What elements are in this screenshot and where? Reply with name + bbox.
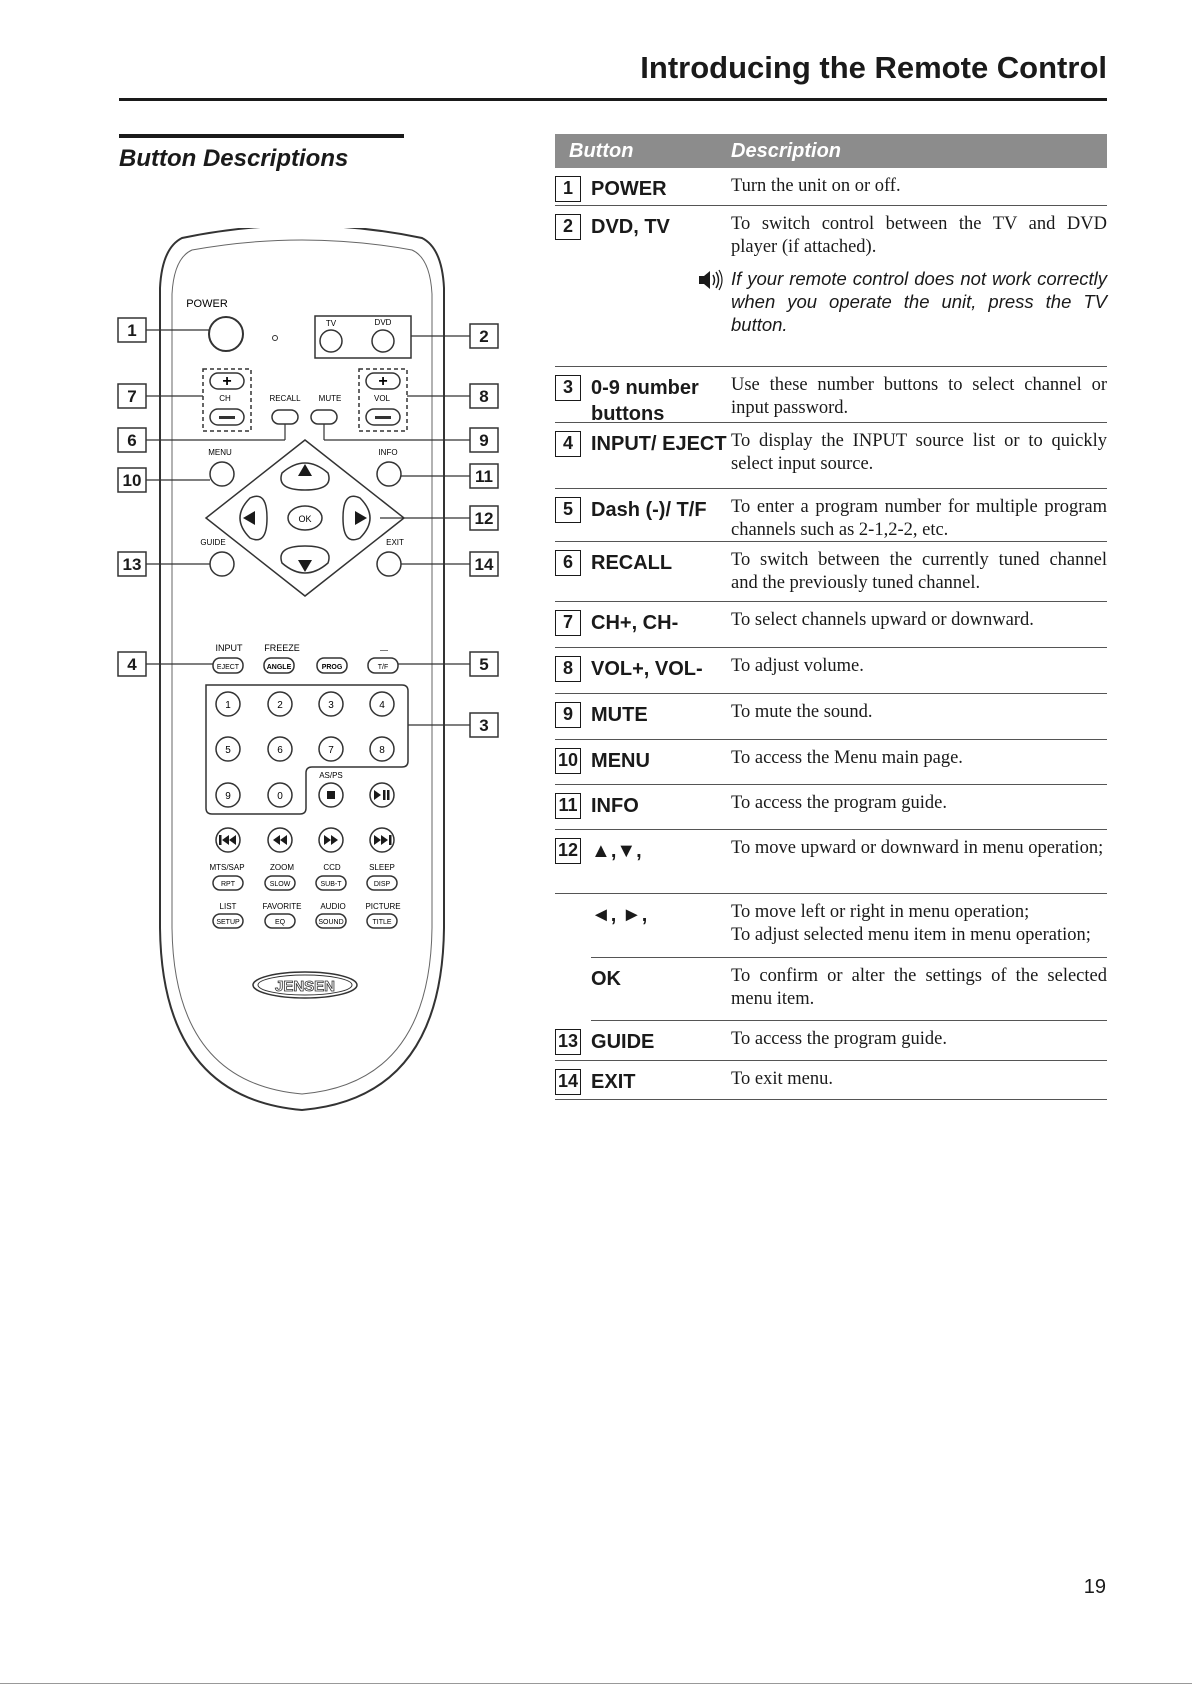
table-row	[555, 206, 1107, 366]
page-number: 19	[1083, 1576, 1106, 1598]
remote-label-audio: AUDIO	[320, 902, 346, 911]
remote-label-ccd: CCD	[323, 863, 341, 872]
remote-label-favorite: FAVORITE	[262, 902, 302, 911]
row-description: To access the program guide.	[731, 793, 948, 813]
row-description: Turn the unit on or off.	[731, 176, 901, 196]
row-button: VOL+, VOL-	[591, 658, 703, 680]
row-description: To move left or right in menu operation;	[731, 902, 1030, 922]
remote-digit-7: 7	[328, 745, 334, 756]
row-button: POWER	[591, 178, 667, 200]
row-button: ▲,▼,	[591, 840, 642, 862]
callout-1: 1	[127, 321, 137, 340]
row-description: To access the Menu main page.	[731, 748, 963, 768]
remote-digit-2: 2	[277, 700, 283, 711]
remote-label-subt: SUB-T	[320, 881, 342, 888]
row-number: 5	[555, 497, 581, 523]
row-number: 2	[555, 214, 581, 240]
row-number: 3	[555, 375, 581, 401]
row-number: 6	[555, 550, 581, 576]
remote-digit-4: 4	[379, 700, 385, 711]
table-row	[591, 894, 1107, 958]
row-description: To switch between the currently tuned channel and the previously tuned channel.	[731, 550, 1107, 593]
remote-label-rpt: RPT	[221, 881, 235, 888]
row-button: CH+, CH-	[591, 612, 679, 634]
callout-5: 5	[479, 655, 489, 674]
callout-3: 3	[479, 716, 489, 735]
row-button: OK	[591, 968, 621, 990]
section-title: Button Descriptions	[119, 145, 349, 172]
remote-label-ok: OK	[298, 514, 312, 524]
svg-text:+: +	[222, 373, 232, 390]
row-button: RECALL	[591, 552, 673, 574]
row-description: To mute the sound.	[731, 702, 873, 722]
remote-label-zoom: ZOOM	[270, 863, 294, 872]
row-number: 1	[555, 176, 581, 202]
remote-label-setup: SETUP	[216, 919, 240, 926]
remote-label-exit: EXIT	[386, 538, 404, 547]
remote-label-eq: EQ	[274, 919, 286, 926]
row-button: ◄, ►,	[591, 904, 648, 926]
table-row	[555, 740, 1107, 785]
remote-control-illustration	[112, 228, 512, 1133]
table-row	[555, 1061, 1107, 1100]
speaker-note-icon	[697, 269, 723, 298]
callout-8: 8	[479, 387, 489, 406]
remote-label-recall: RECALL	[269, 394, 301, 403]
bottom-rule	[0, 1683, 1192, 1684]
svg-text:+: +	[378, 373, 388, 390]
section-rule	[119, 134, 404, 138]
remote-label-slow: SLOW	[269, 881, 291, 888]
row-description: To switch control between the TV and DVD player (if attached).	[731, 214, 1107, 257]
remote-label-input: INPUT	[215, 643, 243, 653]
row-description: To exit menu.	[731, 1069, 833, 1089]
table-row	[555, 785, 1107, 830]
table-row	[555, 1021, 1107, 1061]
table-row	[555, 830, 1107, 894]
header-button: Button	[569, 139, 634, 162]
page-title: Introducing the Remote Control	[640, 50, 1107, 85]
row-button: EXIT	[591, 1071, 636, 1093]
row-button: MUTE	[591, 704, 648, 726]
row-number: 12	[555, 838, 581, 864]
row-number: 11	[555, 793, 581, 819]
remote-label-freeze: FREEZE	[264, 643, 300, 653]
row-description: To display the INPUT source list or to quickly select input source.	[731, 431, 1107, 474]
callout-10: 10	[122, 471, 142, 490]
row-number: 13	[555, 1029, 581, 1055]
remote-label-sleep: SLEEP	[369, 863, 395, 872]
table-row	[555, 602, 1107, 648]
remote-label-eject: EJECT	[216, 664, 240, 671]
remote-label-tf: T/F	[377, 664, 389, 671]
note-text: If your remote control does not work correctly when you operate the unit, press the TV button.	[731, 268, 1107, 335]
remote-digit-9: 9	[225, 791, 231, 802]
remote-label-asps: AS/PS	[319, 771, 343, 780]
remote-digit-5: 5	[225, 745, 231, 756]
row-button: Dash (-)/ T/F	[591, 499, 707, 521]
row-number: 7	[555, 610, 581, 636]
remote-digit-6: 6	[277, 745, 283, 756]
remote-digit-1: 1	[225, 700, 231, 711]
row-button: DVD, TV	[591, 216, 670, 238]
row-description: To confirm or alter the settings of the selected menu item.	[731, 966, 1107, 1009]
remote-label-vol: VOL	[373, 394, 391, 403]
remote-label-tv: TV	[325, 319, 337, 328]
remote-label-title: TITLE	[372, 919, 392, 926]
row-description: To adjust volume.	[731, 656, 864, 676]
row-description: Use these number buttons to select channel or input password.	[731, 375, 1107, 418]
callout-4: 4	[127, 655, 137, 674]
callout-11: 11	[475, 467, 493, 486]
callout-9: 9	[479, 431, 489, 450]
callout-6: 6	[127, 431, 137, 450]
remote-label-menu: MENU	[208, 448, 232, 457]
row-description: To access the program guide.	[731, 1029, 948, 1049]
remote-label-sound: SOUND	[318, 919, 344, 926]
table-row	[555, 366, 1107, 423]
row-number: 8	[555, 656, 581, 682]
table-header	[555, 134, 1107, 168]
row-number: 10	[555, 748, 581, 774]
row-button: INPUT/ EJECT	[591, 433, 727, 455]
remote-label-prog: PROG	[321, 664, 343, 671]
remote-label-mute: MUTE	[318, 394, 342, 403]
remote-label-disp: DISP	[373, 881, 391, 888]
table-row	[555, 168, 1107, 206]
remote-label-angle: ANGLE	[266, 664, 292, 671]
row-button: INFO	[591, 795, 639, 817]
callout-2: 2	[479, 327, 489, 346]
table-row	[555, 542, 1107, 602]
remote-label-ch: CH	[219, 394, 231, 403]
callout-7: 7	[127, 387, 137, 406]
remote-label-picture: PICTURE	[365, 902, 401, 911]
remote-label-dvd: DVD	[374, 318, 392, 327]
row-description: To enter a program number for multiple program channels such as 2-1,2-2, etc.	[731, 497, 1107, 540]
remote-digit-8: 8	[379, 745, 385, 756]
callout-14: 14	[474, 555, 494, 574]
remote-label-power: POWER	[186, 298, 228, 310]
remote-label-list: LIST	[219, 902, 237, 911]
row-button: GUIDE	[591, 1031, 655, 1053]
row-number: 4	[555, 431, 581, 457]
table-row	[555, 694, 1107, 740]
header-description: Description	[731, 139, 842, 162]
callout-12: 12	[474, 509, 494, 528]
note	[731, 267, 1107, 336]
remote-brand-logo: JENSEN	[274, 978, 336, 995]
callout-13: 13	[122, 555, 142, 574]
remote-label-info: INFO	[378, 448, 398, 457]
button-description-table	[555, 134, 1107, 1100]
table-row	[555, 423, 1107, 489]
row-number: 14	[555, 1069, 581, 1095]
row-button: 0-9 number buttons	[591, 377, 699, 425]
table-row	[591, 958, 1107, 1021]
remote-digit-0: 0	[277, 791, 283, 802]
remote-label-mts: MTS/SAP	[209, 863, 245, 872]
row-number: 9	[555, 702, 581, 728]
header-rule	[119, 98, 1107, 101]
table-row	[555, 489, 1107, 542]
table-row	[555, 648, 1107, 694]
row-description: To select channels upward or downward.	[731, 610, 1034, 630]
row-button: MENU	[591, 750, 650, 772]
remote-label-dash: _	[380, 636, 388, 652]
remote-label-guide: GUIDE	[200, 538, 226, 547]
row-description-2: To adjust selected menu item in menu operation;	[731, 925, 1091, 945]
row-description: To move upward or downward in menu operation;	[731, 838, 1104, 858]
remote-digit-3: 3	[328, 700, 334, 711]
